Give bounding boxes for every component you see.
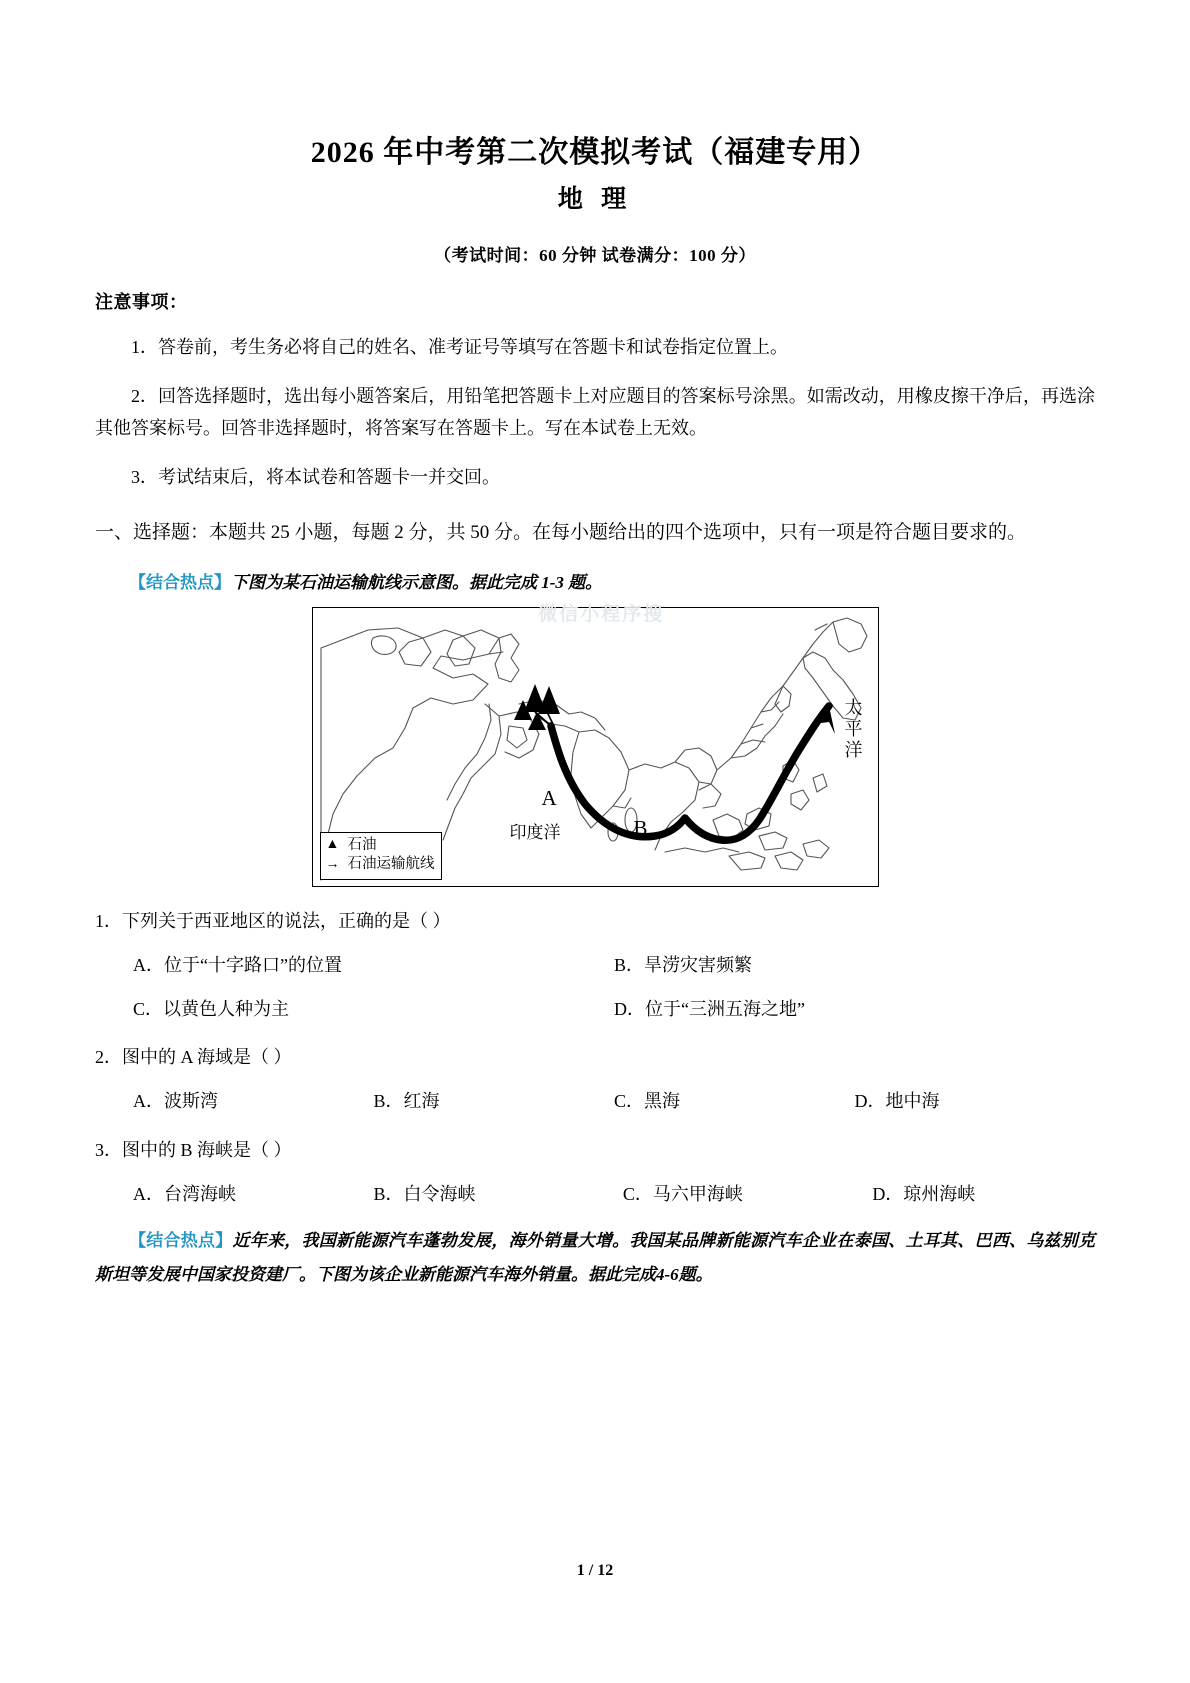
section-one-heading: 一、选择题：本题共 25 小题，每题 2 分，共 50 分。在每小题给出的四个选项中，只有一项是符合题目要求的。 xyxy=(95,521,1027,543)
legend-label-oil: 石油 xyxy=(347,836,377,853)
question-1-options-row2 xyxy=(95,980,1095,1024)
question-3-options xyxy=(95,1165,1095,1209)
question-3-text: 图中的 B 海峡是（ ） xyxy=(122,1139,292,1160)
question-1-number: 1． xyxy=(95,910,122,931)
hot-topic-tag: 【结合热点】 xyxy=(129,572,231,592)
map-label-indian-ocean: 印度洋 xyxy=(509,822,561,842)
legend-row-route xyxy=(326,855,435,875)
map-label-point-b: B xyxy=(633,815,648,840)
question-1-stem xyxy=(95,887,1095,936)
stimulus-paragraph-2 xyxy=(95,1208,1095,1290)
legend-label-route: 石油运输航线 xyxy=(347,856,435,873)
notice-heading: 注意事项： xyxy=(95,291,188,312)
question-1-option-d[interactable]: D．位于“三洲五海之地” xyxy=(614,998,805,1019)
stimulus-paragraph-1 xyxy=(95,550,1095,599)
question-1-option-a[interactable]: A．位于“十字路口”的位置 xyxy=(133,954,342,975)
exam-meta: （考试时间：60 分钟 试卷满分：100 分） xyxy=(434,245,756,265)
question-2-option-a[interactable]: A．波斯湾 xyxy=(133,1091,218,1112)
stimulus-text-1: 下图为某石油运输航线示意图。据此完成 1-3 题。 xyxy=(231,572,603,592)
question-2-stem xyxy=(95,1023,1095,1072)
hot-topic-tag-2: 【结合热点】 xyxy=(129,1231,233,1251)
question-3-option-a[interactable]: A．台湾海峡 xyxy=(133,1183,236,1204)
notice-item-3: 3．考试结束后，将本试卷和答题卡一并交回。 xyxy=(131,466,500,487)
page-footer: 1 / 12 xyxy=(576,1562,614,1579)
question-2-text: 图中的 A 海域是（ ） xyxy=(122,1047,292,1068)
oil-triangle-icon: ▲ xyxy=(325,837,340,853)
question-1-option-b[interactable]: B．旱涝灾害频繁 xyxy=(614,954,753,975)
question-1-option-c[interactable]: C．以黄色人种为主 xyxy=(133,998,290,1019)
question-2-option-c[interactable]: C．黑海 xyxy=(614,1091,681,1112)
stimulus-text-2: 近年来，我国新能源汽车蓬勃发展，海外销量大增。我国某品牌新能源汽车企业在泰国、土耳其、巴西、乌兹别克斯坦等发展中国家投资建厂。下图为该企业新能源汽车海外销量。据此完成4-6题。 xyxy=(95,1231,1096,1284)
figure-oil-route xyxy=(95,603,1095,887)
oil-route-line xyxy=(551,706,829,840)
page-title: 2026 年中考第二次模拟考试（福建专用） xyxy=(310,136,880,169)
map-legend xyxy=(320,832,442,880)
notice-item-2: 2．回答选择题时，选出每小题答案后，用铅笔把答题卡上对应题目的答案标号涂黑。如需改动，用橡皮擦干净后，再选涂其他答案标号。回答非选择题时，将答案写在答题卡上。写在本试卷上无效。 xyxy=(95,385,1095,438)
question-3-option-b[interactable]: B．白令海峡 xyxy=(373,1183,476,1204)
question-3-option-d[interactable]: D．琼州海峡 xyxy=(872,1183,976,1204)
question-2-option-b[interactable]: B．红海 xyxy=(373,1091,440,1112)
question-3-stem xyxy=(95,1116,1095,1165)
question-3-number: 3． xyxy=(95,1139,122,1160)
question-1-text: 下列关于西亚地区的说法，正确的是（ ） xyxy=(122,910,451,931)
question-2-option-d[interactable]: D．地中海 xyxy=(854,1091,940,1112)
subject-title: 地 理 xyxy=(557,186,633,213)
question-2-options xyxy=(95,1072,1095,1116)
route-arrow-icon: → xyxy=(325,856,340,872)
notice-item-1: 1．答卷前，考生务必将自己的姓名、准考证号等填写在答题卡和试卷指定位置上。 xyxy=(131,336,788,357)
watermark-text: 微信小程序搜 xyxy=(538,603,665,625)
map-frame xyxy=(312,607,879,887)
question-3-option-c[interactable]: C．马六甲海峡 xyxy=(622,1183,743,1204)
map-label-pacific-ocean: 太平洋 xyxy=(844,697,863,761)
map-label-point-a: A xyxy=(541,785,557,810)
legend-row-oil xyxy=(326,836,435,856)
question-1-options xyxy=(95,936,1095,980)
question-2-number: 2． xyxy=(95,1047,122,1068)
